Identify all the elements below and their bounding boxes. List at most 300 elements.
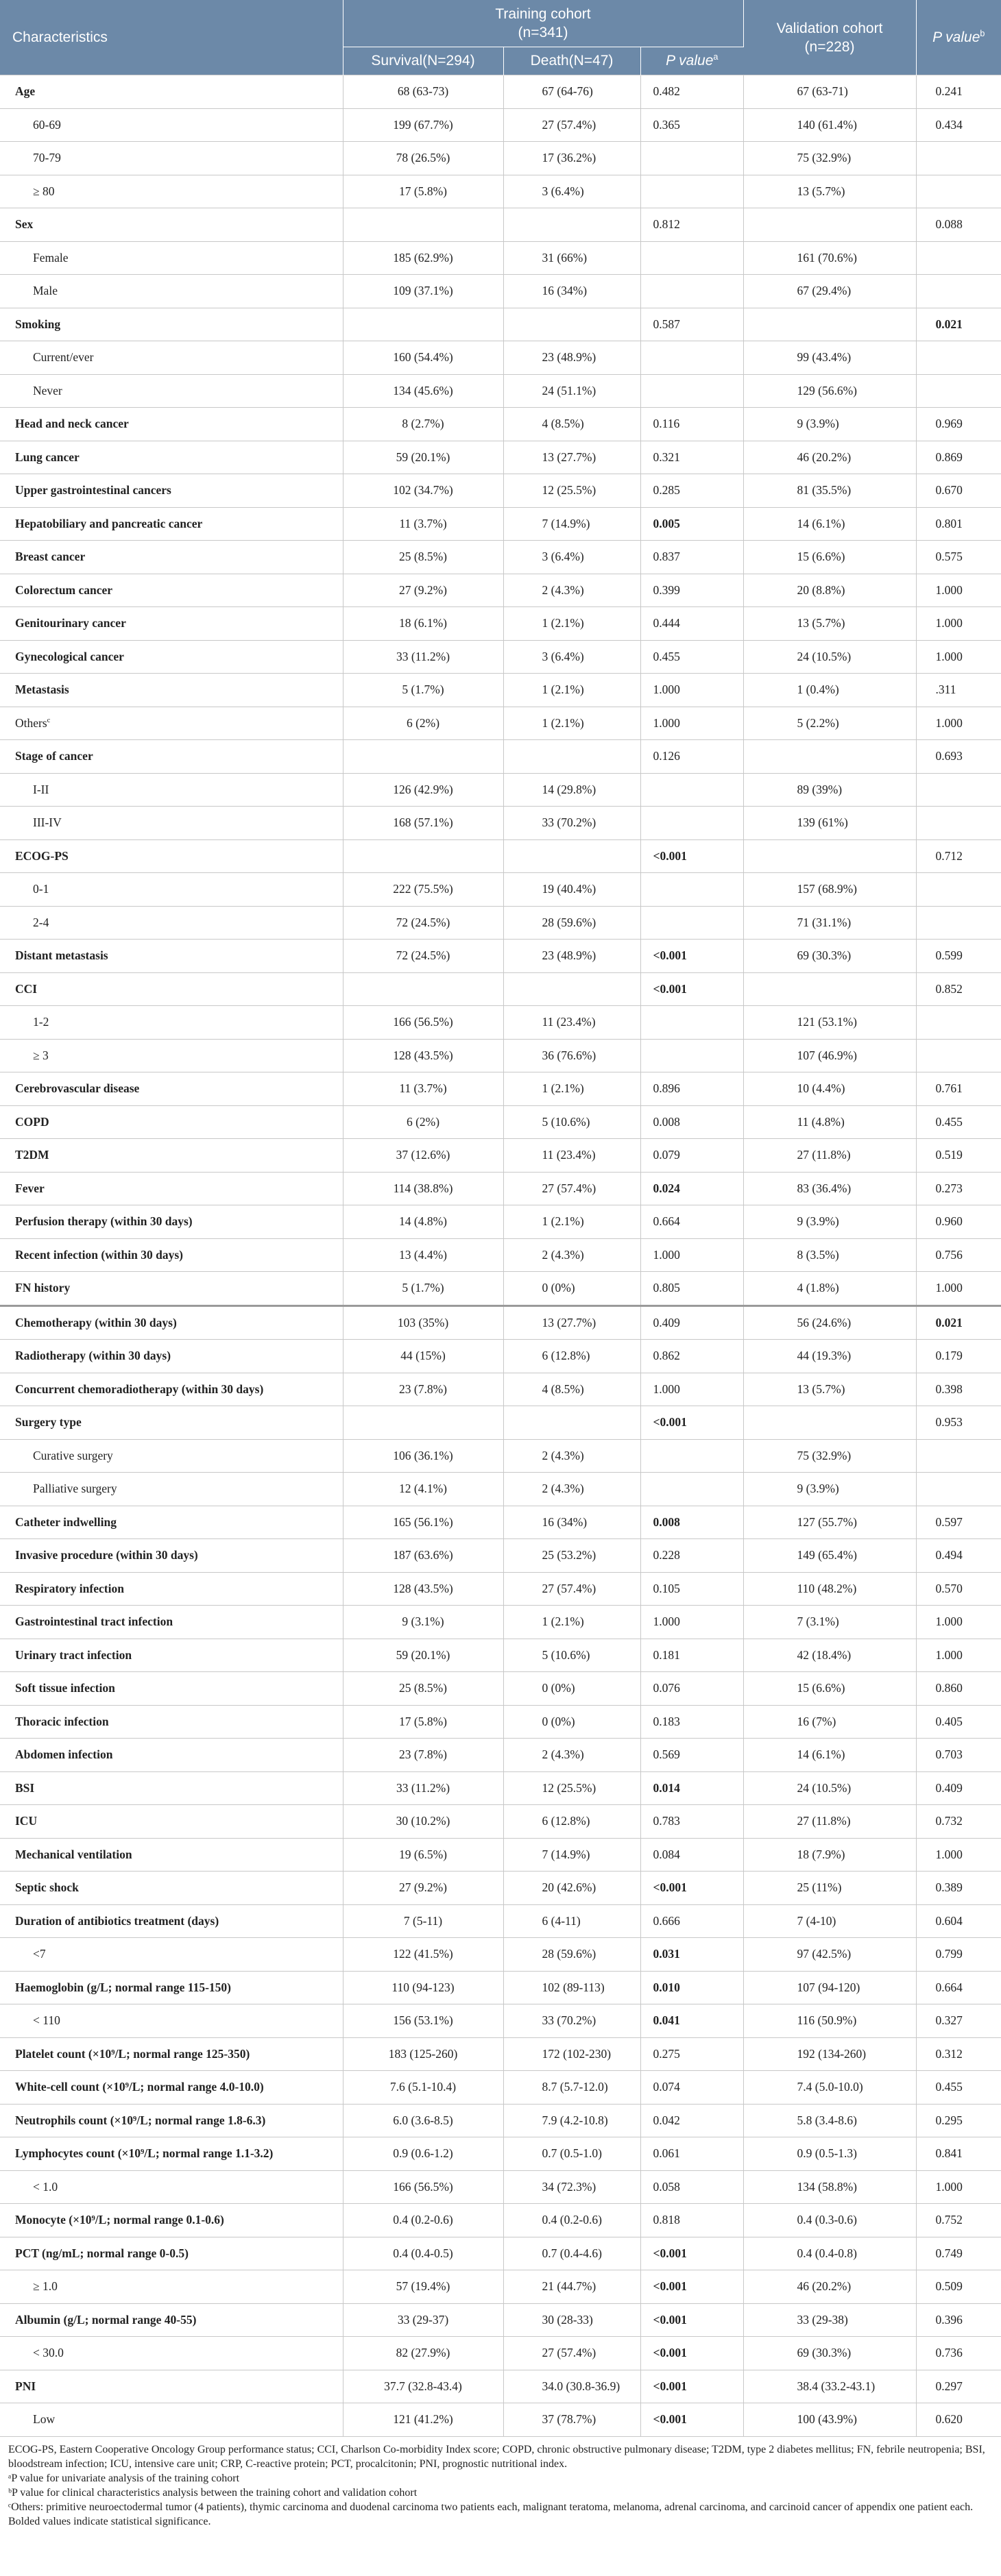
cell-validation-text: 129 (56.6%) <box>797 383 857 397</box>
cell-death <box>503 940 640 973</box>
row-label-text: ≥ 80 <box>33 184 55 198</box>
table-row <box>0 1506 1001 1539</box>
cell-death <box>503 2204 640 2237</box>
cell-death-text: 1 (2.1%) <box>542 683 584 697</box>
cell-survival <box>343 1805 503 1839</box>
cell-survival <box>343 75 503 109</box>
cell-survival <box>343 1473 503 1506</box>
row-label-text: 60-69 <box>33 117 61 132</box>
cell-survival <box>343 1705 503 1739</box>
cell-death <box>503 341 640 375</box>
cell-survival <box>343 2337 503 2370</box>
cell-death-text: 7 (14.9%) <box>542 1847 590 1861</box>
cell-validation-text: 7.4 (5.0-10.0) <box>797 2080 863 2094</box>
cell-validation-text: 192 (134-260) <box>797 2046 867 2061</box>
cell-death-text: 33 (70.2%) <box>542 2013 596 2028</box>
cell-p-value-b-text: 0.732 <box>935 1814 963 1828</box>
cell-death-text: 3 (6.4%) <box>542 550 584 564</box>
table-row <box>0 2037 1001 2071</box>
cell-p-value-b <box>916 1572 1001 1606</box>
row-label-text: Metastasis <box>15 683 69 697</box>
cell-validation-text: 69 (30.3%) <box>797 2346 852 2360</box>
table-row <box>0 408 1001 441</box>
cell-p-value-a <box>640 2370 743 2403</box>
cell-p-value-b-text: 0.801 <box>935 516 963 530</box>
row-label-text: Mechanical ventilation <box>15 1847 132 1861</box>
cell-p-value-a-text: <0.001 <box>653 2312 687 2327</box>
table-row <box>0 1373 1001 1406</box>
cell-validation <box>743 441 916 474</box>
row-label-text: 0-1 <box>33 882 49 896</box>
row-label-text: Age <box>15 84 36 99</box>
cell-death <box>503 308 640 341</box>
row-label <box>0 1639 343 1672</box>
cell-validation <box>743 1672 916 1706</box>
cell-p-value-a-text: 0.008 <box>653 1114 680 1129</box>
cell-p-value-b-text: 0.179 <box>935 1349 963 1363</box>
cell-p-value-b <box>916 374 1001 408</box>
cell-survival <box>343 1938 503 1972</box>
cell-survival-text: 23 (7.8%) <box>399 1382 447 1396</box>
cell-survival <box>343 308 503 341</box>
cell-p-value-b-text: 0.860 <box>935 1681 963 1695</box>
cell-p-value-b-text: 1.000 <box>935 582 963 597</box>
cell-death-text: 12 (25.5%) <box>542 1780 596 1795</box>
row-label-text: Thoracic infection <box>15 1714 109 1728</box>
cell-p-value-a-text: 0.862 <box>653 1349 680 1363</box>
cell-p-value-a <box>640 940 743 973</box>
cell-p-value-b <box>916 308 1001 341</box>
row-label-text: COPD <box>15 1114 49 1129</box>
row-label <box>0 408 343 441</box>
cell-survival-text: 134 (45.6%) <box>393 383 453 397</box>
cell-survival-text: 33 (11.2%) <box>396 1780 450 1795</box>
cell-p-value-b <box>916 674 1001 707</box>
cell-p-value-a-text: 0.079 <box>653 1148 680 1162</box>
cell-p-value-a <box>640 1172 743 1205</box>
cell-death-text: 14 (29.8%) <box>542 782 596 796</box>
cell-p-value-b <box>916 807 1001 840</box>
cell-death <box>503 1272 640 1306</box>
cell-death <box>503 1539 640 1573</box>
cell-validation <box>743 906 916 940</box>
cell-validation <box>743 2104 916 2137</box>
cell-death-text: 34.0 (30.8-36.9) <box>542 2379 620 2393</box>
cell-survival-text: 5 (1.7%) <box>402 1281 444 1295</box>
cell-death-text: 17 (36.2%) <box>542 151 596 165</box>
cell-p-value-b <box>916 2403 1001 2437</box>
cell-p-value-b-text: 1.000 <box>935 1647 963 1662</box>
cell-survival-text: 6 (2%) <box>406 715 440 730</box>
row-label-text: Distant metastasis <box>15 948 108 963</box>
cell-survival <box>343 1172 503 1205</box>
row-label-text: Abdomen infection <box>15 1747 113 1762</box>
cell-validation <box>743 1473 916 1506</box>
cell-validation <box>743 839 916 873</box>
row-label-text: Female <box>33 250 69 265</box>
cell-death <box>503 2104 640 2137</box>
row-label-text: Genitourinary cancer <box>15 616 126 630</box>
row-label-text: Sex <box>15 217 34 232</box>
row-label <box>0 873 343 907</box>
row-label-text: III-IV <box>33 815 62 830</box>
cell-p-value-b-text: 0.841 <box>935 2146 963 2161</box>
row-label <box>0 1373 343 1406</box>
cell-validation <box>743 208 916 242</box>
row-label <box>0 972 343 1006</box>
cell-survival-text: 33 (29-37) <box>397 2312 449 2327</box>
cell-p-value-a <box>640 640 743 674</box>
cell-validation-text: 107 (94-120) <box>797 1980 860 1994</box>
cell-survival <box>343 1406 503 1440</box>
cell-death-text: 0 (0%) <box>542 1714 575 1728</box>
cell-p-value-b <box>916 1971 1001 2004</box>
cell-p-value-b <box>916 1506 1001 1539</box>
cell-death-text: 6 (4-11) <box>542 1913 581 1928</box>
cell-death <box>503 474 640 508</box>
table-row <box>0 1238 1001 1272</box>
cell-survival <box>343 1904 503 1938</box>
row-label-text: ≥ 3 <box>33 1048 49 1062</box>
cell-p-value-b-text: 0.494 <box>935 1548 963 1562</box>
cell-death-text: 2 (4.3%) <box>542 1247 584 1262</box>
cell-p-value-b <box>916 839 1001 873</box>
cell-p-value-b <box>916 972 1001 1006</box>
cell-validation-text: 10 (4.4%) <box>797 1081 845 1096</box>
cell-survival <box>343 2303 503 2337</box>
cell-p-value-a <box>640 1238 743 1272</box>
cell-survival <box>343 1539 503 1573</box>
footnote-bold: Bolded values indicate statistical significance. <box>8 2515 211 2527</box>
row-label-text: Current/ever <box>33 350 94 365</box>
cell-death <box>503 75 640 109</box>
cell-validation <box>743 75 916 109</box>
cell-p-value-a <box>640 574 743 607</box>
cell-validation <box>743 2270 916 2304</box>
cell-p-value-b <box>916 1705 1001 1739</box>
cell-p-value-b <box>916 773 1001 807</box>
row-label-text: Head and neck cancer <box>15 417 129 431</box>
cell-death <box>503 1305 640 1340</box>
cell-p-value-b <box>916 2337 1001 2370</box>
row-label-text: ICU <box>15 1814 38 1828</box>
cell-p-value-a <box>640 1072 743 1106</box>
row-label <box>0 1838 343 1872</box>
cell-death-text: 20 (42.6%) <box>542 1880 596 1895</box>
cell-death <box>503 972 640 1006</box>
cell-p-value-b-text: 0.398 <box>935 1382 963 1396</box>
cell-death <box>503 541 640 574</box>
cell-p-value-b-text: 0.455 <box>935 1114 963 1129</box>
cell-p-value-a-text: 0.074 <box>653 2080 680 2094</box>
table-row <box>0 773 1001 807</box>
cell-p-value-a-text: 0.042 <box>653 2113 680 2127</box>
cell-p-value-b-text: 0.761 <box>935 1081 963 1096</box>
cell-death-text: 16 (34%) <box>542 1514 588 1529</box>
cell-validation <box>743 1373 916 1406</box>
cell-death-text: 12 (25.5%) <box>542 483 596 498</box>
row-label <box>0 607 343 641</box>
cell-death <box>503 1006 640 1040</box>
cell-survival-text: 18 (6.1%) <box>399 616 447 630</box>
row-label-text: Haemoglobin (g/L; normal range 115-150) <box>15 1980 231 1994</box>
cell-p-value-a-text: 0.896 <box>653 1081 680 1096</box>
cell-validation-text: 15 (6.6%) <box>797 1681 845 1695</box>
cell-death <box>503 1439 640 1473</box>
cell-survival <box>343 108 503 142</box>
table-row <box>0 374 1001 408</box>
cell-death <box>503 807 640 840</box>
row-label-text: Male <box>33 284 58 298</box>
cell-p-value-a <box>640 1639 743 1672</box>
cell-death-text: 36 (76.6%) <box>542 1048 596 1062</box>
cell-survival-text: 78 (26.5%) <box>396 151 450 165</box>
row-label <box>0 474 343 508</box>
cell-p-value-b <box>916 341 1001 375</box>
cell-p-value-b <box>916 1739 1001 1772</box>
cell-validation-text: 46 (20.2%) <box>797 450 852 464</box>
cell-p-value-a <box>640 2303 743 2337</box>
row-label <box>0 1506 343 1539</box>
cell-p-value-a-text: 1.000 <box>653 1382 680 1396</box>
cell-p-value-a-text: 0.010 <box>653 1980 680 1994</box>
cell-death <box>503 1838 640 1872</box>
cell-p-value-a <box>640 773 743 807</box>
row-label <box>0 175 343 208</box>
cell-p-value-a <box>640 1705 743 1739</box>
cell-death <box>503 441 640 474</box>
cell-p-value-a <box>640 408 743 441</box>
row-label-text: Duration of antibiotics treatment (days) <box>15 1913 219 1928</box>
cell-p-value-b <box>916 2170 1001 2204</box>
row-label <box>0 1072 343 1106</box>
table-row <box>0 940 1001 973</box>
row-label <box>0 2170 343 2204</box>
cell-validation <box>743 2337 916 2370</box>
cell-survival-text: 72 (24.5%) <box>396 948 450 963</box>
cell-death-text: 3 (6.4%) <box>542 649 584 663</box>
row-label <box>0 2403 343 2437</box>
cell-p-value-a-text: 0.285 <box>653 483 680 498</box>
cell-p-value-b-text: 0.869 <box>935 450 963 464</box>
cell-survival <box>343 374 503 408</box>
cell-p-value-a-text: <0.001 <box>653 2412 687 2427</box>
cell-validation <box>743 374 916 408</box>
cell-p-value-b <box>916 175 1001 208</box>
cell-death <box>503 2037 640 2071</box>
cell-death <box>503 1639 640 1672</box>
table-row <box>0 1805 1001 1839</box>
cell-survival <box>343 175 503 208</box>
cell-p-value-b <box>916 208 1001 242</box>
cell-death-text: 27 (57.4%) <box>542 1181 596 1195</box>
table-row <box>0 607 1001 641</box>
cell-p-value-a <box>640 1572 743 1606</box>
row-label <box>0 1139 343 1173</box>
cell-death <box>503 2270 640 2304</box>
cell-death-text: 1 (2.1%) <box>542 616 584 630</box>
cell-p-value-a <box>640 906 743 940</box>
table-row <box>0 2204 1001 2237</box>
cell-death-text: 28 (59.6%) <box>542 915 596 929</box>
cell-p-value-a-text: 0.183 <box>653 1714 680 1728</box>
header-survival: Survival(N=294) <box>343 47 503 75</box>
cell-validation-text: 15 (6.6%) <box>797 550 845 564</box>
cell-survival <box>343 1838 503 1872</box>
cell-p-value-a-text: <0.001 <box>653 2279 687 2294</box>
cell-validation <box>743 1006 916 1040</box>
cell-validation <box>743 1340 916 1373</box>
table-row <box>0 906 1001 940</box>
cell-p-value-b <box>916 1406 1001 1440</box>
cell-validation <box>743 740 916 774</box>
row-label <box>0 1672 343 1706</box>
row-label <box>0 2004 343 2038</box>
cell-p-value-b-text: 0.509 <box>935 2279 963 2294</box>
cell-p-value-a-text: 0.061 <box>653 2146 680 2161</box>
cell-survival-text: 6.0 (3.6-8.5) <box>393 2113 453 2127</box>
cell-death <box>503 1039 640 1072</box>
row-label <box>0 1539 343 1573</box>
cell-p-value-a <box>640 2204 743 2237</box>
row-label-text: BSI <box>15 1780 35 1795</box>
table-row <box>0 873 1001 907</box>
cell-p-value-a <box>640 2170 743 2204</box>
table-row <box>0 2137 1001 2171</box>
cell-p-value-a <box>640 1340 743 1373</box>
cell-p-value-a <box>640 1938 743 1972</box>
cell-death <box>503 2370 640 2403</box>
cell-p-value-b <box>916 1340 1001 1373</box>
cell-p-value-b <box>916 906 1001 940</box>
cell-death <box>503 142 640 175</box>
cell-death-text: 0.7 (0.5-1.0) <box>542 2146 602 2161</box>
cell-validation <box>743 1904 916 1938</box>
cell-death-text: 27 (57.4%) <box>542 117 596 132</box>
table-row <box>0 707 1001 740</box>
cell-p-value-a-text: 0.041 <box>653 2013 680 2028</box>
cell-validation-text: 67 (29.4%) <box>797 284 852 298</box>
cell-p-value-b <box>916 241 1001 275</box>
footnote-a: ᵃP value for univariate analysis of the training cohort <box>8 2472 240 2484</box>
cell-survival <box>343 640 503 674</box>
cell-p-value-b-text: 0.519 <box>935 1148 963 1162</box>
cell-death <box>503 574 640 607</box>
cell-validation <box>743 2004 916 2038</box>
cell-survival-text: 122 (41.5%) <box>393 1947 453 1961</box>
cell-survival-text: 72 (24.5%) <box>396 915 450 929</box>
cell-survival-text: 11 (3.7%) <box>399 516 447 530</box>
cell-p-value-b-text: 0.570 <box>935 1581 963 1595</box>
table-row <box>0 1072 1001 1106</box>
row-label <box>0 2137 343 2171</box>
table-body <box>0 75 1001 2437</box>
cell-p-value-a-text: 0.664 <box>653 1214 680 1229</box>
row-label <box>0 1938 343 1972</box>
cell-validation <box>743 2071 916 2105</box>
table-row <box>0 1672 1001 1706</box>
cell-p-value-a <box>640 308 743 341</box>
cell-p-value-a-text: 1.000 <box>653 715 680 730</box>
cell-p-value-a-text: 0.444 <box>653 616 680 630</box>
cell-p-value-b <box>916 408 1001 441</box>
cell-p-value-a <box>640 1539 743 1573</box>
table-row <box>0 308 1001 341</box>
row-label-text: Soft tissue infection <box>15 1681 115 1695</box>
cell-death <box>503 1805 640 1839</box>
cell-validation-text: 134 (58.8%) <box>797 2179 857 2194</box>
row-label <box>0 1606 343 1639</box>
row-label <box>0 740 343 774</box>
cell-survival-text: 17 (5.8%) <box>399 184 447 198</box>
cell-survival <box>343 1739 503 1772</box>
cell-p-value-a-text: 0.116 <box>653 417 680 431</box>
cell-death <box>503 2004 640 2038</box>
cell-survival-text: 0.4 (0.2-0.6) <box>393 2213 453 2227</box>
cell-p-value-a <box>640 1105 743 1139</box>
row-label-text: Others <box>15 715 47 730</box>
row-label-text: Septic shock <box>15 1880 79 1895</box>
cell-validation-text: 157 (68.9%) <box>797 882 857 896</box>
cell-validation <box>743 1305 916 1340</box>
cell-p-value-b-text: 0.327 <box>935 2013 963 2028</box>
cell-death-text: 30 (28-33) <box>542 2312 593 2327</box>
cell-validation-text: 24 (10.5%) <box>797 1780 852 1795</box>
cell-survival <box>343 707 503 740</box>
cell-p-value-b <box>916 1439 1001 1473</box>
cell-p-value-b <box>916 142 1001 175</box>
header-characteristics: Characteristics <box>0 0 343 75</box>
cell-p-value-b <box>916 108 1001 142</box>
cell-validation <box>743 1872 916 1905</box>
cell-p-value-a <box>640 2237 743 2270</box>
row-label-text: Curative surgery <box>33 1448 113 1462</box>
row-label <box>0 1771 343 1805</box>
table-row <box>0 1340 1001 1373</box>
cell-p-value-a-text: 0.365 <box>653 117 680 132</box>
cell-validation-text: 11 (4.8%) <box>797 1114 845 1129</box>
cell-survival <box>343 1039 503 1072</box>
table-row <box>0 1039 1001 1072</box>
cell-validation <box>743 1805 916 1839</box>
row-label-text: White-cell count (×10⁹/L; normal range 4.0-10.0) <box>15 2080 264 2094</box>
cell-validation-text: 97 (42.5%) <box>797 1947 852 1961</box>
cell-death <box>503 1406 640 1440</box>
cell-validation-text: 0.9 (0.5-1.3) <box>797 2146 857 2161</box>
cell-survival <box>343 275 503 308</box>
cell-death <box>503 1971 640 2004</box>
cell-p-value-a <box>640 607 743 641</box>
row-label <box>0 2337 343 2370</box>
cell-death-text: 19 (40.4%) <box>542 882 596 896</box>
cell-p-value-b <box>916 441 1001 474</box>
row-label-text: Invasive procedure (within 30 days) <box>15 1548 198 1562</box>
row-label-text: PNI <box>15 2379 36 2393</box>
cell-survival-text: 126 (42.9%) <box>393 782 453 796</box>
cell-p-value-b-text: 1.000 <box>935 715 963 730</box>
cell-validation <box>743 1105 916 1139</box>
cell-p-value-a <box>640 1805 743 1839</box>
cell-death <box>503 2303 640 2337</box>
cell-survival <box>343 1971 503 2004</box>
row-label <box>0 906 343 940</box>
cell-p-value-b-text: 0.736 <box>935 2346 963 2360</box>
cell-validation <box>743 1606 916 1639</box>
cell-validation-text: 139 (61%) <box>797 815 848 830</box>
cell-validation-text: 149 (65.4%) <box>797 1548 857 1562</box>
cell-survival-text: 6 (2%) <box>406 1114 440 1129</box>
table-row <box>0 574 1001 607</box>
